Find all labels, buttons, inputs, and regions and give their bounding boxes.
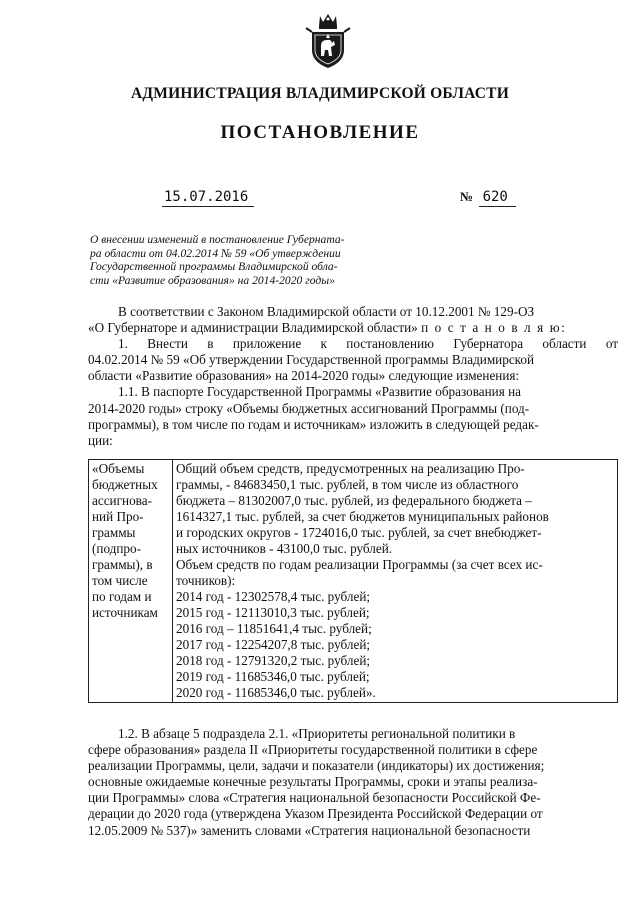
subject-line: сти «Развитие образования» на 2014-2020 годы»: [90, 273, 335, 287]
year-line: 2015 год - 12113010,3 тыс. рублей;: [176, 605, 370, 620]
item11-line: 2014-2020 годы» строку «Объемы бюджетных ассигнований Программы (под-: [88, 400, 530, 416]
label-line: «Объемы: [92, 461, 145, 476]
year-line: 2016 год – 11851641,4 тыс. рублей;: [176, 621, 372, 636]
label-line: граммы), в: [92, 557, 153, 572]
item1-line: 1. Внести в приложение к постановлению Губернатора области от: [118, 336, 618, 352]
item11-line: ции:: [88, 432, 113, 448]
intro-law-title: «О Губернаторе и администрации Владимирской области»: [88, 320, 418, 336]
label-line: (подпро-: [92, 541, 142, 556]
document-subject: [90, 233, 385, 287]
item1-line: области «Развитие образования» на 2014-2020 годы» следующие изменения:: [88, 368, 520, 384]
year-line: 2018 год - 12791320,2 тыс. рублей;: [176, 653, 371, 668]
total-line: бюджета – 81302007,0 тыс. рублей, из федерального бюджета –: [176, 493, 532, 508]
year-line: 2014 год - 12302578,4 тыс. рублей;: [176, 589, 371, 604]
label-line: граммы: [92, 525, 136, 540]
table-label-cell: [89, 460, 173, 703]
total-line: ных источников - 43100,0 тыс. рублей.: [176, 541, 393, 556]
year-line: 2020 год - 11685346,0 тыс. рублей».: [176, 685, 376, 700]
number-sign: №: [460, 189, 474, 204]
intro-line: В соответствии с Законом Владимирской области от 10.12.2001 № 129-ОЗ: [118, 304, 535, 319]
table-row: [89, 460, 618, 703]
item12-line: 1.2. В абзаце 5 подраздела 2.1. «Приоритеты региональной политики в: [118, 726, 516, 741]
document-number-block: [460, 189, 516, 206]
total-line: и городских округов - 1724016,0 тыс. рублей, за счет внебюджет-: [176, 525, 542, 540]
total-line: граммы, - 84683450,1 тыс. рублей, в том числе из областного: [176, 477, 519, 492]
intro-line: [88, 320, 618, 336]
item11-line: 1.1. В паспорте Государственной Программы «Развитие образования на: [118, 384, 522, 400]
label-line: бюджетных: [92, 477, 158, 492]
label-line: ний Про-: [92, 509, 144, 524]
subject-line: Государственной программы Владимирской обла-: [90, 260, 338, 274]
item12-line: ции Программы» слова «Стратегия национальной безопасности Российской Фе-: [88, 790, 541, 806]
item12-line: дерации до 2020 года (утверждена Указом Президента Российской Федерации от: [88, 806, 543, 822]
item1-line: 04.02.2014 № 59 «Об утверждении Государственной программы Владимирской: [88, 352, 535, 368]
coat-of-arms-emblem: [304, 12, 352, 70]
organization-title: АДМИНИСТРАЦИЯ ВЛАДИМИРСКОЙ ОБЛАСТИ: [131, 85, 509, 102]
label-line: ассигнова-: [92, 493, 152, 508]
by-year-line: Объем средств по годам реализации Программы (за счет всех ис-: [176, 557, 543, 572]
year-line: 2017 год - 12254207,8 тыс. рублей;: [176, 637, 371, 652]
item12-line: реализации Программы, цели, задачи и показатели (индикаторы) их достижения;: [88, 758, 545, 774]
subject-line: ра области от 04.02.2014 № 59 «Об утверждении: [90, 246, 341, 260]
document-date: 15.07.2016: [162, 189, 254, 207]
item12-line: сфере образования» раздела II «Приоритеты государственной политики в сфере: [88, 742, 538, 758]
total-line: 1614327,1 тыс. рублей, за счет бюджетов муниципальных районов: [176, 509, 549, 524]
item12-paragraph: [88, 726, 618, 839]
body-intro: [88, 304, 618, 449]
item11-line: программы), в том числе по годам и источникам» изложить в следующей редак-: [88, 416, 539, 432]
label-line: по годам и: [92, 589, 152, 604]
by-year-line: точников):: [176, 573, 236, 588]
label-line: источникам: [92, 605, 158, 620]
label-line: том числе: [92, 573, 148, 588]
document-type-title: ПОСТАНОВЛЕНИЕ: [220, 122, 420, 143]
item12-line: 12.05.2009 № 537)» заменить словами «Стратегия национальной безопасности: [88, 822, 531, 838]
item12-line: основные ожидаемые конечные результаты Программы, сроки и этапы реализа-: [88, 774, 538, 790]
year-line: 2019 год - 11685346,0 тыс. рублей;: [176, 669, 370, 684]
subject-line: О внесении изменений в постановление Губерната-: [90, 233, 345, 246]
document-number: 620: [479, 189, 516, 207]
resolve-word: п о с т а н о в л я ю:: [421, 320, 567, 336]
budget-allocation-table: [88, 459, 618, 703]
total-line: Общий объем средств, предусмотренных на реализацию Про-: [176, 461, 525, 476]
table-value-cell: [173, 460, 618, 703]
